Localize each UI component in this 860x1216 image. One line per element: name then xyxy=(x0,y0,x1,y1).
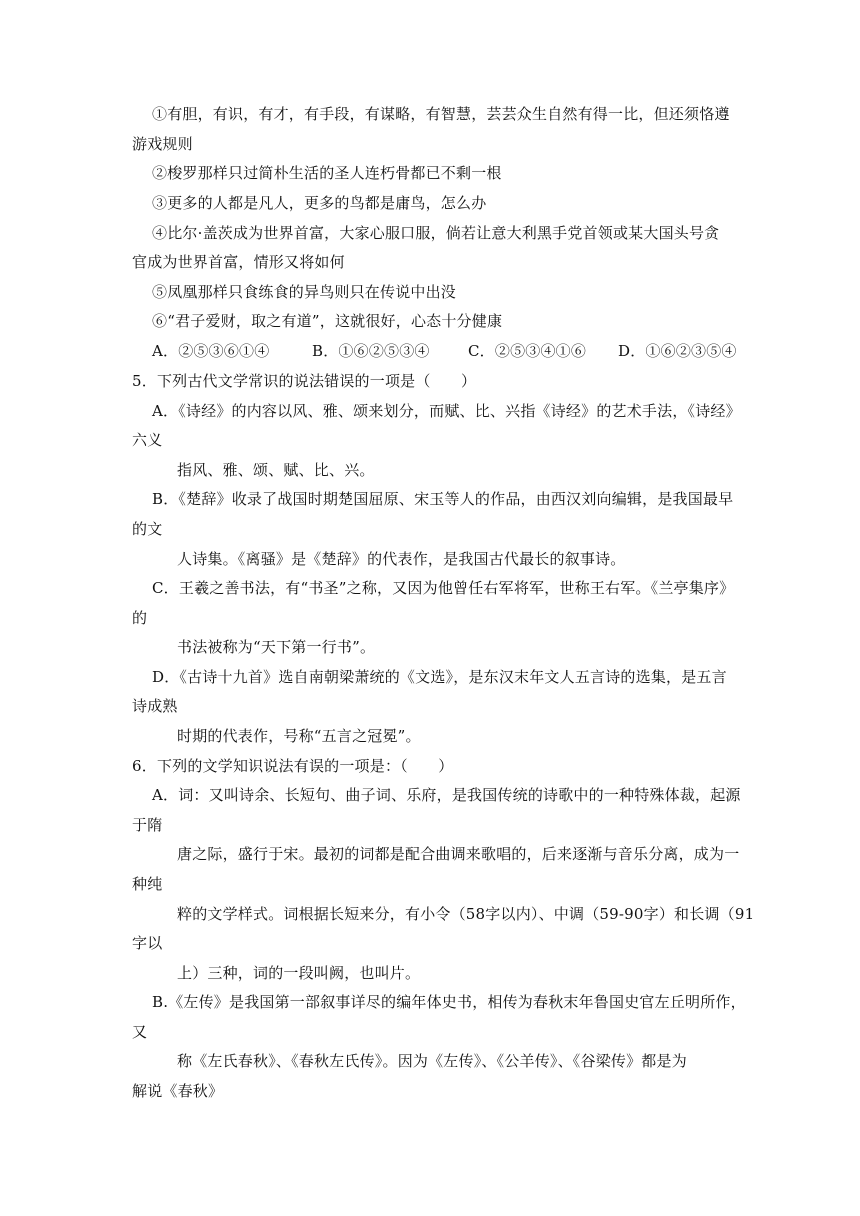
sentence-6: ⑥“君子爱财，取之有道”，这就很好，心态十分健康 xyxy=(152,312,503,330)
q5-option-a-line-1: A．《诗经》的内容以风、雅、颂来划分，而赋、比、兴指《诗经》的艺术手法，《诗经》 xyxy=(152,402,741,420)
q5-option-c-line-1: C．王羲之善书法，有“书圣”之称，又因为他曾任右军将军，世称王右军。《兰亭集序》 xyxy=(152,579,735,597)
sentence-1-line-2: 游戏规则 xyxy=(132,135,193,153)
q6-option-b-line-4: 解说《春秋》 xyxy=(132,1082,224,1100)
q4-option-d: D．①⑥②③⑤④ xyxy=(618,342,737,360)
q6-stem: 6．下列的文学知识说法有误的一项是：（ ） xyxy=(132,757,454,775)
q6-option-b-line-3: 称《左氏春秋》、《春秋左氏传》。因为《左传》、《公羊传》、《谷梁传》都是为 xyxy=(177,1052,687,1070)
q6-option-b-line-1: B.《左传》是我国第一部叙事详尽的编年体史书，相传为春秋末年鲁国史官左丘明所作， xyxy=(152,993,746,1011)
q5-option-d-line-3: 时期的代表作，号称“五言之冠冕”。 xyxy=(177,727,421,745)
sentence-3: ③更多的人都是凡人，更多的鸟都是庸鸟，怎么办 xyxy=(152,194,487,212)
q5-option-b-line-3: 人诗集。《离骚》是《楚辞》的代表作，是我国古代最长的叙事诗。 xyxy=(177,550,626,568)
q4-option-c: C．②⑤③④①⑥ xyxy=(468,342,587,360)
sentence-5: ⑤凤凰那样只食练食的异鸟则只在传说中出没 xyxy=(152,283,457,301)
q6-option-a-line-1: A．词：又叫诗余、长短句、曲子词、乐府，是我国传统的诗歌中的一种特殊体裁，起源 xyxy=(152,786,741,804)
q6-option-a-line-6: 字以 xyxy=(132,934,163,952)
q5-option-c-line-3: 书法被称为“天下第一行书”。 xyxy=(177,638,376,656)
q5-stem: 5．下列古代文学常识的说法错误的一项是（ ） xyxy=(132,372,477,390)
q6-option-a-line-7: 上）三种，词的一段叫阙，也叫片。 xyxy=(177,964,421,982)
q6-option-a-line-3: 唐之际，盛行于宋。最初的词都是配合曲调来歌唱的，后来逐渐与音乐分离，成为一 xyxy=(177,845,740,863)
q6-option-a-line-2: 于隋 xyxy=(132,816,163,834)
q5-option-b-line-2: 的文 xyxy=(132,520,163,538)
q4-options xyxy=(152,341,737,361)
sentence-4-line-1: ④比尔·盖茨成为世界首富，大家心服口服，倘若让意大利黑手党首领或某大国头号贪 xyxy=(152,224,720,242)
sentence-2: ②梭罗那样只过简朴生活的圣人连朽骨都已不剩一根 xyxy=(152,164,502,182)
q5-option-a-line-3: 指风、雅、颂、赋、比、兴。 xyxy=(177,461,375,479)
q5-option-a-line-2: 六义 xyxy=(132,431,163,449)
q5-option-b-line-1: B．《楚辞》收录了战国时期楚国屈原、宋玉等人的作品，由西汉刘向编辑，是我国最早 xyxy=(152,490,734,508)
q4-option-b: B．①⑥②⑤③④ xyxy=(312,342,430,360)
sentence-1-line-1: ①有胆，有识，有才，有手段，有谋略，有智慧，芸芸众生自然有得一比，但还须恪遵 xyxy=(152,105,730,123)
q5-option-c-line-2: 的 xyxy=(132,609,148,627)
q5-option-d-line-1: D．《古诗十九首》选自南朝梁萧统的《文选》，是东汉末年文人五言诗的选集，是五言 xyxy=(152,668,727,686)
q5-option-d-line-2: 诗成熟 xyxy=(132,697,178,715)
q4-option-a: A．②⑤③⑥①④ xyxy=(152,342,270,360)
q6-option-a-line-4: 种纯 xyxy=(132,875,163,893)
q6-option-b-line-2: 又 xyxy=(132,1023,148,1041)
q6-option-a-line-5: 粹的文学样式。词根据长短来分，有小令（58字以内）、中调（59-90字）和长调（91 xyxy=(177,905,755,923)
sentence-4-line-2: 官成为世界首富，情形又将如何 xyxy=(132,253,345,271)
